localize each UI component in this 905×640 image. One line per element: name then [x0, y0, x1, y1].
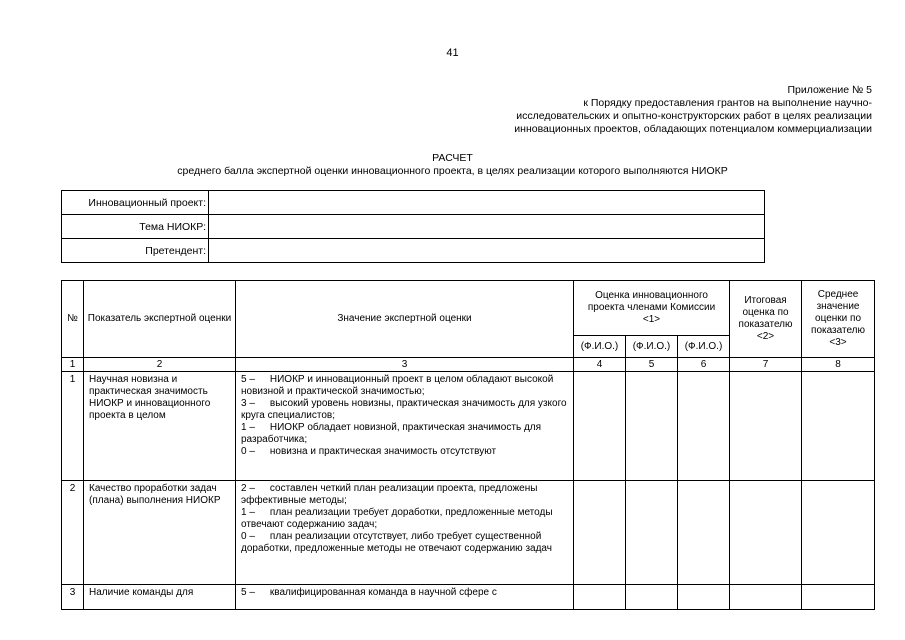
applicant-row — [62, 239, 765, 263]
table-row — [62, 481, 875, 585]
final-score-cell[interactable] — [730, 585, 802, 610]
score-cell[interactable] — [678, 372, 730, 481]
header-commission: Оценка инновационного проекта членами Комиссии <1> — [574, 281, 730, 336]
score-cell[interactable] — [574, 585, 626, 610]
header-value: Значение экспертной оценки — [236, 281, 574, 358]
column-number: 4 — [574, 358, 626, 372]
value-option: 2 – составлен четкий план реализации проекта, предложены эффективные методы; — [241, 483, 538, 506]
appendix-line: к Порядку предоставления грантов на выполнение научно- — [583, 97, 872, 109]
appendix-line: инновационных проектов, обладающих потенциалом коммерциализации — [514, 123, 872, 135]
score-cell[interactable] — [678, 481, 730, 585]
value-option: 3 – высокий уровень новизны, практическая значимость для узкого круга специалистов; — [241, 398, 567, 421]
score-cell[interactable] — [574, 481, 626, 585]
header-row — [62, 281, 875, 336]
row-number: 3 — [62, 585, 84, 610]
row-values — [236, 585, 574, 610]
column-number: 8 — [802, 358, 875, 372]
row-values — [236, 372, 574, 481]
header-final: Итоговая оценка по показателю <2> — [730, 281, 802, 358]
row-indicator: Научная новизна и практическая значимость НИОКР и инновационного проекта в целом — [84, 372, 236, 481]
average-score-cell[interactable] — [802, 481, 875, 585]
topic-row — [62, 215, 765, 239]
value-option: 5 – НИОКР и инновационный проект в целом обладают высокой новизной и практической значимостью; — [241, 374, 554, 397]
topic-field[interactable] — [209, 215, 765, 239]
average-score-cell[interactable] — [802, 372, 875, 481]
column-number: 2 — [84, 358, 236, 372]
topic-label: Тема НИОКР: — [62, 215, 209, 239]
project-field[interactable] — [209, 191, 765, 215]
score-cell[interactable] — [626, 481, 678, 585]
header-fio: (Ф.И.О.) — [678, 336, 730, 358]
score-cell[interactable] — [678, 585, 730, 610]
page-number: 41 — [446, 47, 459, 59]
value-option: 5 – квалифицированная команда в научной сфере с — [241, 587, 497, 598]
project-label: Инновационный проект: — [62, 191, 209, 215]
row-number: 2 — [62, 481, 84, 585]
project-row — [62, 191, 765, 215]
header-fio: (Ф.И.О.) — [626, 336, 678, 358]
column-number: 6 — [678, 358, 730, 372]
table-row — [62, 372, 875, 481]
column-numbers-row — [62, 358, 875, 372]
value-option: 0 – новизна и практическая значимость отсутствуют — [241, 446, 497, 457]
header-fio: (Ф.И.О.) — [574, 336, 626, 358]
value-option: 1 – план реализации требует доработки, предложенные методы отвечают содержанию задач; — [241, 507, 553, 530]
row-indicator: Качество проработки задач (плана) выполнения НИОКР — [84, 481, 236, 585]
score-cell[interactable] — [626, 585, 678, 610]
table-row — [62, 585, 875, 610]
applicant-field[interactable] — [209, 239, 765, 263]
average-score-cell[interactable] — [802, 585, 875, 610]
calculation-subtitle: среднего балла экспертной оценки инновационного проекта, в целях реализации которого выполняются НИОКР — [177, 165, 728, 177]
appendix-title: Приложение № 5 — [787, 84, 872, 96]
project-info-table — [61, 190, 765, 263]
final-score-cell[interactable] — [730, 481, 802, 585]
row-number: 1 — [62, 372, 84, 481]
header-indicator: Показатель экспертной оценки — [84, 281, 236, 358]
row-values — [236, 481, 574, 585]
row-indicator: Наличие команды для — [84, 585, 236, 610]
applicant-label: Претендент: — [62, 239, 209, 263]
score-cell[interactable] — [626, 372, 678, 481]
evaluation-table — [61, 280, 875, 610]
column-number: 1 — [62, 358, 84, 372]
column-number: 3 — [236, 358, 574, 372]
final-score-cell[interactable] — [730, 372, 802, 481]
header-average: Среднее значение оценки по показателю <3> — [802, 281, 875, 358]
value-option: 1 – НИОКР обладает новизной, практическая значимость для разработчика; — [241, 422, 542, 445]
header-no: № — [62, 281, 84, 358]
appendix-line: исследовательских и опытно-конструкторских работ в целях реализации — [516, 110, 872, 122]
column-number: 5 — [626, 358, 678, 372]
column-number: 7 — [730, 358, 802, 372]
appendix-header — [514, 84, 872, 136]
calculation-title: РАСЧЕТ — [432, 152, 473, 164]
score-cell[interactable] — [574, 372, 626, 481]
value-option: 0 – план реализации отсутствует, либо требует существенной доработки, предложенные методы не отвечают содержанию задач — [241, 531, 552, 554]
